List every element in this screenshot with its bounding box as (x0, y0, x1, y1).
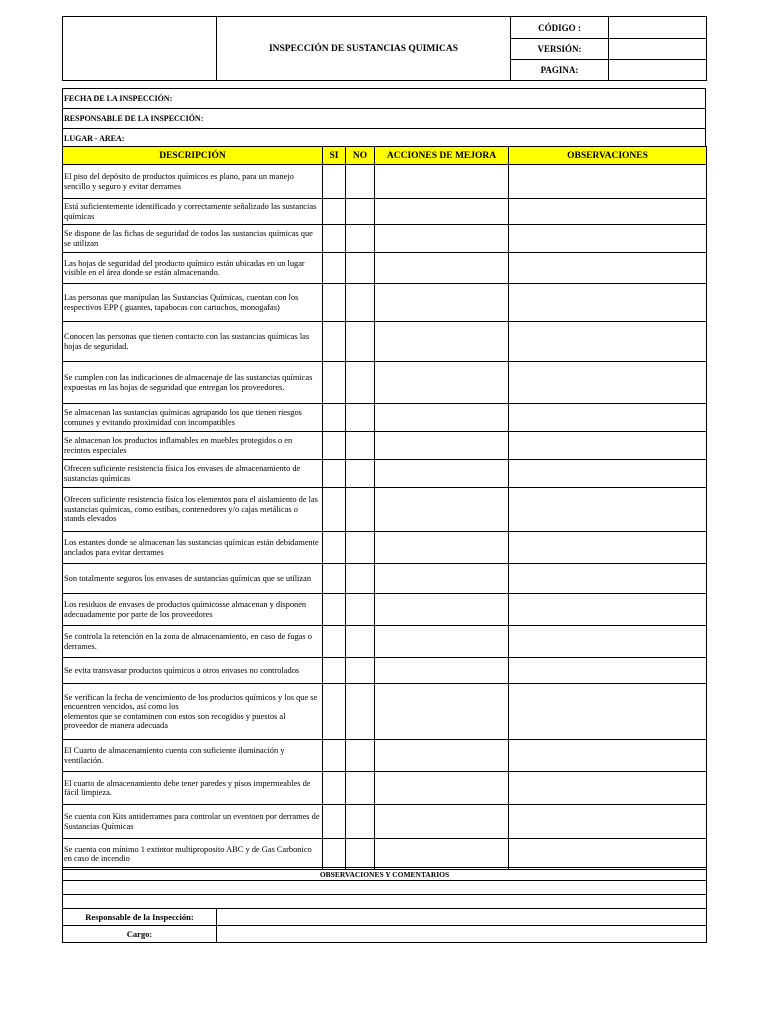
checklist-item-description: El Cuarto de almacenamiento cuenta con suficiente iluminación y ventilación. (63, 740, 323, 772)
observaciones-title: OBSERVACIONES Y COMENTARIOS (63, 868, 707, 881)
checklist-row (63, 626, 707, 658)
checklist-item-description: El piso del depósito de productos químicos es plano, para un manejo sencillo y seguro y evitar derrames (63, 165, 323, 199)
checklist-row (63, 684, 707, 740)
acciones-mejora-cell[interactable] (375, 564, 509, 594)
checklist-row (63, 594, 707, 626)
checklist-row (63, 564, 707, 594)
checklist-row (63, 658, 707, 684)
no-checkbox-cell[interactable] (346, 532, 375, 564)
checklist-item-description: Ofrecen suficiente resistencia física los elementos para el aislamiento de las sustancias químicas, como estibas, contenedores y/o cajas metálicas o stands elevados (63, 488, 323, 532)
checklist-item-description: Son totalmente seguros los envases de sustancias químicas que se utilizan (63, 564, 323, 594)
cargo-label: Cargo: (63, 926, 217, 943)
checklist-row (63, 253, 707, 284)
no-checkbox-cell[interactable] (346, 253, 375, 284)
col-no-header: NO (346, 147, 375, 165)
checklist-row (63, 225, 707, 253)
col-acciones-mejora-header: ACCIONES DE MEJORA (375, 147, 509, 165)
checklist-table (62, 146, 707, 870)
si-checkbox-cell[interactable] (323, 564, 346, 594)
observaciones-cell[interactable] (509, 740, 707, 772)
checklist-item-description: Los residuos de envases de productos químicosse almacenan y disponen adecuadamente por parte de los proveedores (63, 594, 323, 626)
si-checkbox-cell[interactable] (323, 199, 346, 225)
observaciones-cell[interactable] (509, 532, 707, 564)
observaciones-line[interactable] (63, 881, 707, 895)
checklist-row (63, 488, 707, 532)
observaciones-cell[interactable] (509, 253, 707, 284)
checklist-row (63, 404, 707, 432)
checklist-item-description: Está suficientemente identificado y correctamente señalizado las sustancias químicas (63, 199, 323, 225)
observaciones-cell[interactable] (509, 839, 707, 870)
col-descripcion-header: DESCRIPCIÓN (63, 147, 323, 165)
pagina-label: PAGINA: (511, 60, 609, 81)
acciones-mejora-cell[interactable] (375, 404, 509, 432)
observaciones-cell[interactable] (509, 362, 707, 404)
checklist-item-description: Se cuenta con Kits antiderrames para controlar un eventoen por derrames de Sustancias Químicas (63, 805, 323, 839)
checklist-item-description: Se almacenan los productos inflamables en muebles protegidos o en recintos especiales (63, 432, 323, 460)
checklist-row (63, 165, 707, 199)
checklist-item-description: Las personas que manipulan las Sustancias Químicas, cuentan con los respectivos EPP ( guantes, tapabocas con cartuchos, monogafas) (63, 284, 323, 322)
si-checkbox-cell[interactable] (323, 284, 346, 322)
observaciones-cell[interactable] (509, 772, 707, 805)
responsable-signature-field[interactable] (217, 909, 707, 926)
checklist-row (63, 772, 707, 805)
acciones-mejora-cell[interactable] (375, 284, 509, 322)
acciones-mejora-cell[interactable] (375, 684, 509, 740)
checklist-item-description: Se dispone de las fichas de seguridad de todos las sustancias químicas que se utilizan (63, 225, 323, 253)
no-checkbox-cell[interactable] (346, 225, 375, 253)
acciones-mejora-cell[interactable] (375, 772, 509, 805)
col-observaciones-header: OBSERVACIONES (509, 147, 707, 165)
no-checkbox-cell[interactable] (346, 362, 375, 404)
version-label: VERSIÓN: (511, 39, 609, 60)
observaciones-cell[interactable] (509, 805, 707, 839)
acciones-mejora-cell[interactable] (375, 626, 509, 658)
no-checkbox-cell[interactable] (346, 488, 375, 532)
inspection-info (62, 88, 706, 149)
no-checkbox-cell[interactable] (346, 564, 375, 594)
observaciones-cell[interactable] (509, 432, 707, 460)
no-checkbox-cell[interactable] (346, 772, 375, 805)
checklist-item-description: Se almacenan las sustancias químicas agrupando los que tienen riesgos comunes y evitando proximidad con incompatibles (63, 404, 323, 432)
observaciones-cell[interactable] (509, 594, 707, 626)
observaciones-line[interactable] (63, 895, 707, 909)
si-checkbox-cell[interactable] (323, 488, 346, 532)
no-checkbox-cell[interactable] (346, 432, 375, 460)
checklist-item-description: Los estantes donde se almacenan las sustancias químicas están debidamente anclados para evitar derrames (63, 532, 323, 564)
checklist-row (63, 805, 707, 839)
si-checkbox-cell[interactable] (323, 839, 346, 870)
observaciones-cell[interactable] (509, 404, 707, 432)
no-checkbox-cell[interactable] (346, 839, 375, 870)
acciones-mejora-cell[interactable] (375, 165, 509, 199)
codigo-label: CÓDIGO : (511, 17, 609, 39)
acciones-mejora-cell[interactable] (375, 253, 509, 284)
si-checkbox-cell[interactable] (323, 165, 346, 199)
checklist-row (63, 740, 707, 772)
si-checkbox-cell[interactable] (323, 684, 346, 740)
acciones-mejora-cell[interactable] (375, 225, 509, 253)
checklist-row (63, 284, 707, 322)
checklist-header-row (63, 147, 707, 165)
si-checkbox-cell[interactable] (323, 532, 346, 564)
checklist-item-description: Conocen las personas que tienen contacto con las sustancias químicas las hojas de seguridad. (63, 322, 323, 362)
checklist-item-description: Se cuenta con mínimo 1 extintor multiproposito ABC y de Gas Carbonico en caso de incendio (63, 839, 323, 870)
observaciones-cell[interactable] (509, 684, 707, 740)
si-checkbox-cell[interactable] (323, 658, 346, 684)
no-checkbox-cell[interactable] (346, 165, 375, 199)
si-checkbox-cell[interactable] (323, 322, 346, 362)
observaciones-cell[interactable] (509, 199, 707, 225)
acciones-mejora-cell[interactable] (375, 199, 509, 225)
checklist-row (63, 532, 707, 564)
si-checkbox-cell[interactable] (323, 626, 346, 658)
acciones-mejora-cell[interactable] (375, 805, 509, 839)
si-checkbox-cell[interactable] (323, 772, 346, 805)
checklist-row (63, 322, 707, 362)
no-checkbox-cell[interactable] (346, 322, 375, 362)
acciones-mejora-cell[interactable] (375, 839, 509, 870)
pagina-value[interactable] (609, 60, 707, 81)
observaciones-cell[interactable] (509, 658, 707, 684)
observaciones-cell[interactable] (509, 460, 707, 488)
acciones-mejora-cell[interactable] (375, 740, 509, 772)
logo-placeholder (63, 17, 217, 81)
observaciones-cell[interactable] (509, 165, 707, 199)
observaciones-cell[interactable] (509, 322, 707, 362)
responsable-signature-label: Responsable de la Inspección: (63, 909, 217, 926)
checklist-item-description: Se controla la retención en la zona de almacenamiento, en caso de fugas o derrames. (63, 626, 323, 658)
checklist-item-description: El cuarto de almacenamiento debe tener paredes y pisos impermeables de fácil limpieza. (63, 772, 323, 805)
acciones-mejora-cell[interactable] (375, 594, 509, 626)
si-checkbox-cell[interactable] (323, 362, 346, 404)
version-value[interactable] (609, 39, 707, 60)
acciones-mejora-cell[interactable] (375, 488, 509, 532)
checklist-item-description: Las hojas de seguridad del producto químico están ubicadas en un lugar visible en el área donde se están almacenando. (63, 253, 323, 284)
si-checkbox-cell[interactable] (323, 253, 346, 284)
no-checkbox-cell[interactable] (346, 658, 375, 684)
checklist-item-description: Ofrecen suficiente resistencia física los envases de almacenamiento de sustancias químicas (63, 460, 323, 488)
checklist-row (63, 199, 707, 225)
si-checkbox-cell[interactable] (323, 805, 346, 839)
checklist-item-description: Se evita transvasar productos químicos a otros envases no controlados (63, 658, 323, 684)
si-checkbox-cell[interactable] (323, 225, 346, 253)
no-checkbox-cell[interactable] (346, 626, 375, 658)
si-checkbox-cell[interactable] (323, 460, 346, 488)
no-checkbox-cell[interactable] (346, 404, 375, 432)
checklist-row (63, 839, 707, 870)
no-checkbox-cell[interactable] (346, 594, 375, 626)
checklist-item-description: Se cumplen con las indicaciones de almacenaje de las sustancias químicas expuestas en las hojas de seguridad que entregan los proveedores. (63, 362, 323, 404)
observaciones-cell[interactable] (509, 284, 707, 322)
acciones-mejora-cell[interactable] (375, 658, 509, 684)
si-checkbox-cell[interactable] (323, 404, 346, 432)
document-title: INSPECCIÓN DE SUSTANCIAS QUIMICAS (217, 17, 511, 81)
acciones-mejora-cell[interactable] (375, 362, 509, 404)
si-checkbox-cell[interactable] (323, 432, 346, 460)
no-checkbox-cell[interactable] (346, 740, 375, 772)
acciones-mejora-cell[interactable] (375, 460, 509, 488)
si-checkbox-cell[interactable] (323, 594, 346, 626)
codigo-value[interactable] (609, 17, 707, 39)
no-checkbox-cell[interactable] (346, 684, 375, 740)
no-checkbox-cell[interactable] (346, 199, 375, 225)
observaciones-cell[interactable] (509, 564, 707, 594)
observaciones-cell[interactable] (509, 488, 707, 532)
responsable-field[interactable]: RESPONSABLE DE LA INSPECCIÓN: (63, 109, 706, 129)
observaciones-cell[interactable] (509, 626, 707, 658)
no-checkbox-cell[interactable] (346, 805, 375, 839)
document-header (62, 16, 707, 81)
acciones-mejora-cell[interactable] (375, 322, 509, 362)
no-checkbox-cell[interactable] (346, 284, 375, 322)
col-si-header: SI (323, 147, 346, 165)
checklist-item-description: Se verifican la fecha de vencimiento de los productos químicos y los que se encuentren vencidos, así como los elementos que se contaminen con estos son recogidos y puestos al proveedor de manera adecuada (63, 684, 323, 740)
acciones-mejora-cell[interactable] (375, 432, 509, 460)
observaciones-cell[interactable] (509, 225, 707, 253)
si-checkbox-cell[interactable] (323, 740, 346, 772)
lugar-field[interactable]: LUGAR - AREA: (63, 129, 706, 149)
footer-section (62, 867, 707, 943)
fecha-field[interactable]: FECHA DE LA INSPECCIÓN: (63, 89, 706, 109)
checklist-row (63, 432, 707, 460)
no-checkbox-cell[interactable] (346, 460, 375, 488)
checklist-row (63, 460, 707, 488)
checklist-row (63, 362, 707, 404)
acciones-mejora-cell[interactable] (375, 532, 509, 564)
cargo-field[interactable] (217, 926, 707, 943)
